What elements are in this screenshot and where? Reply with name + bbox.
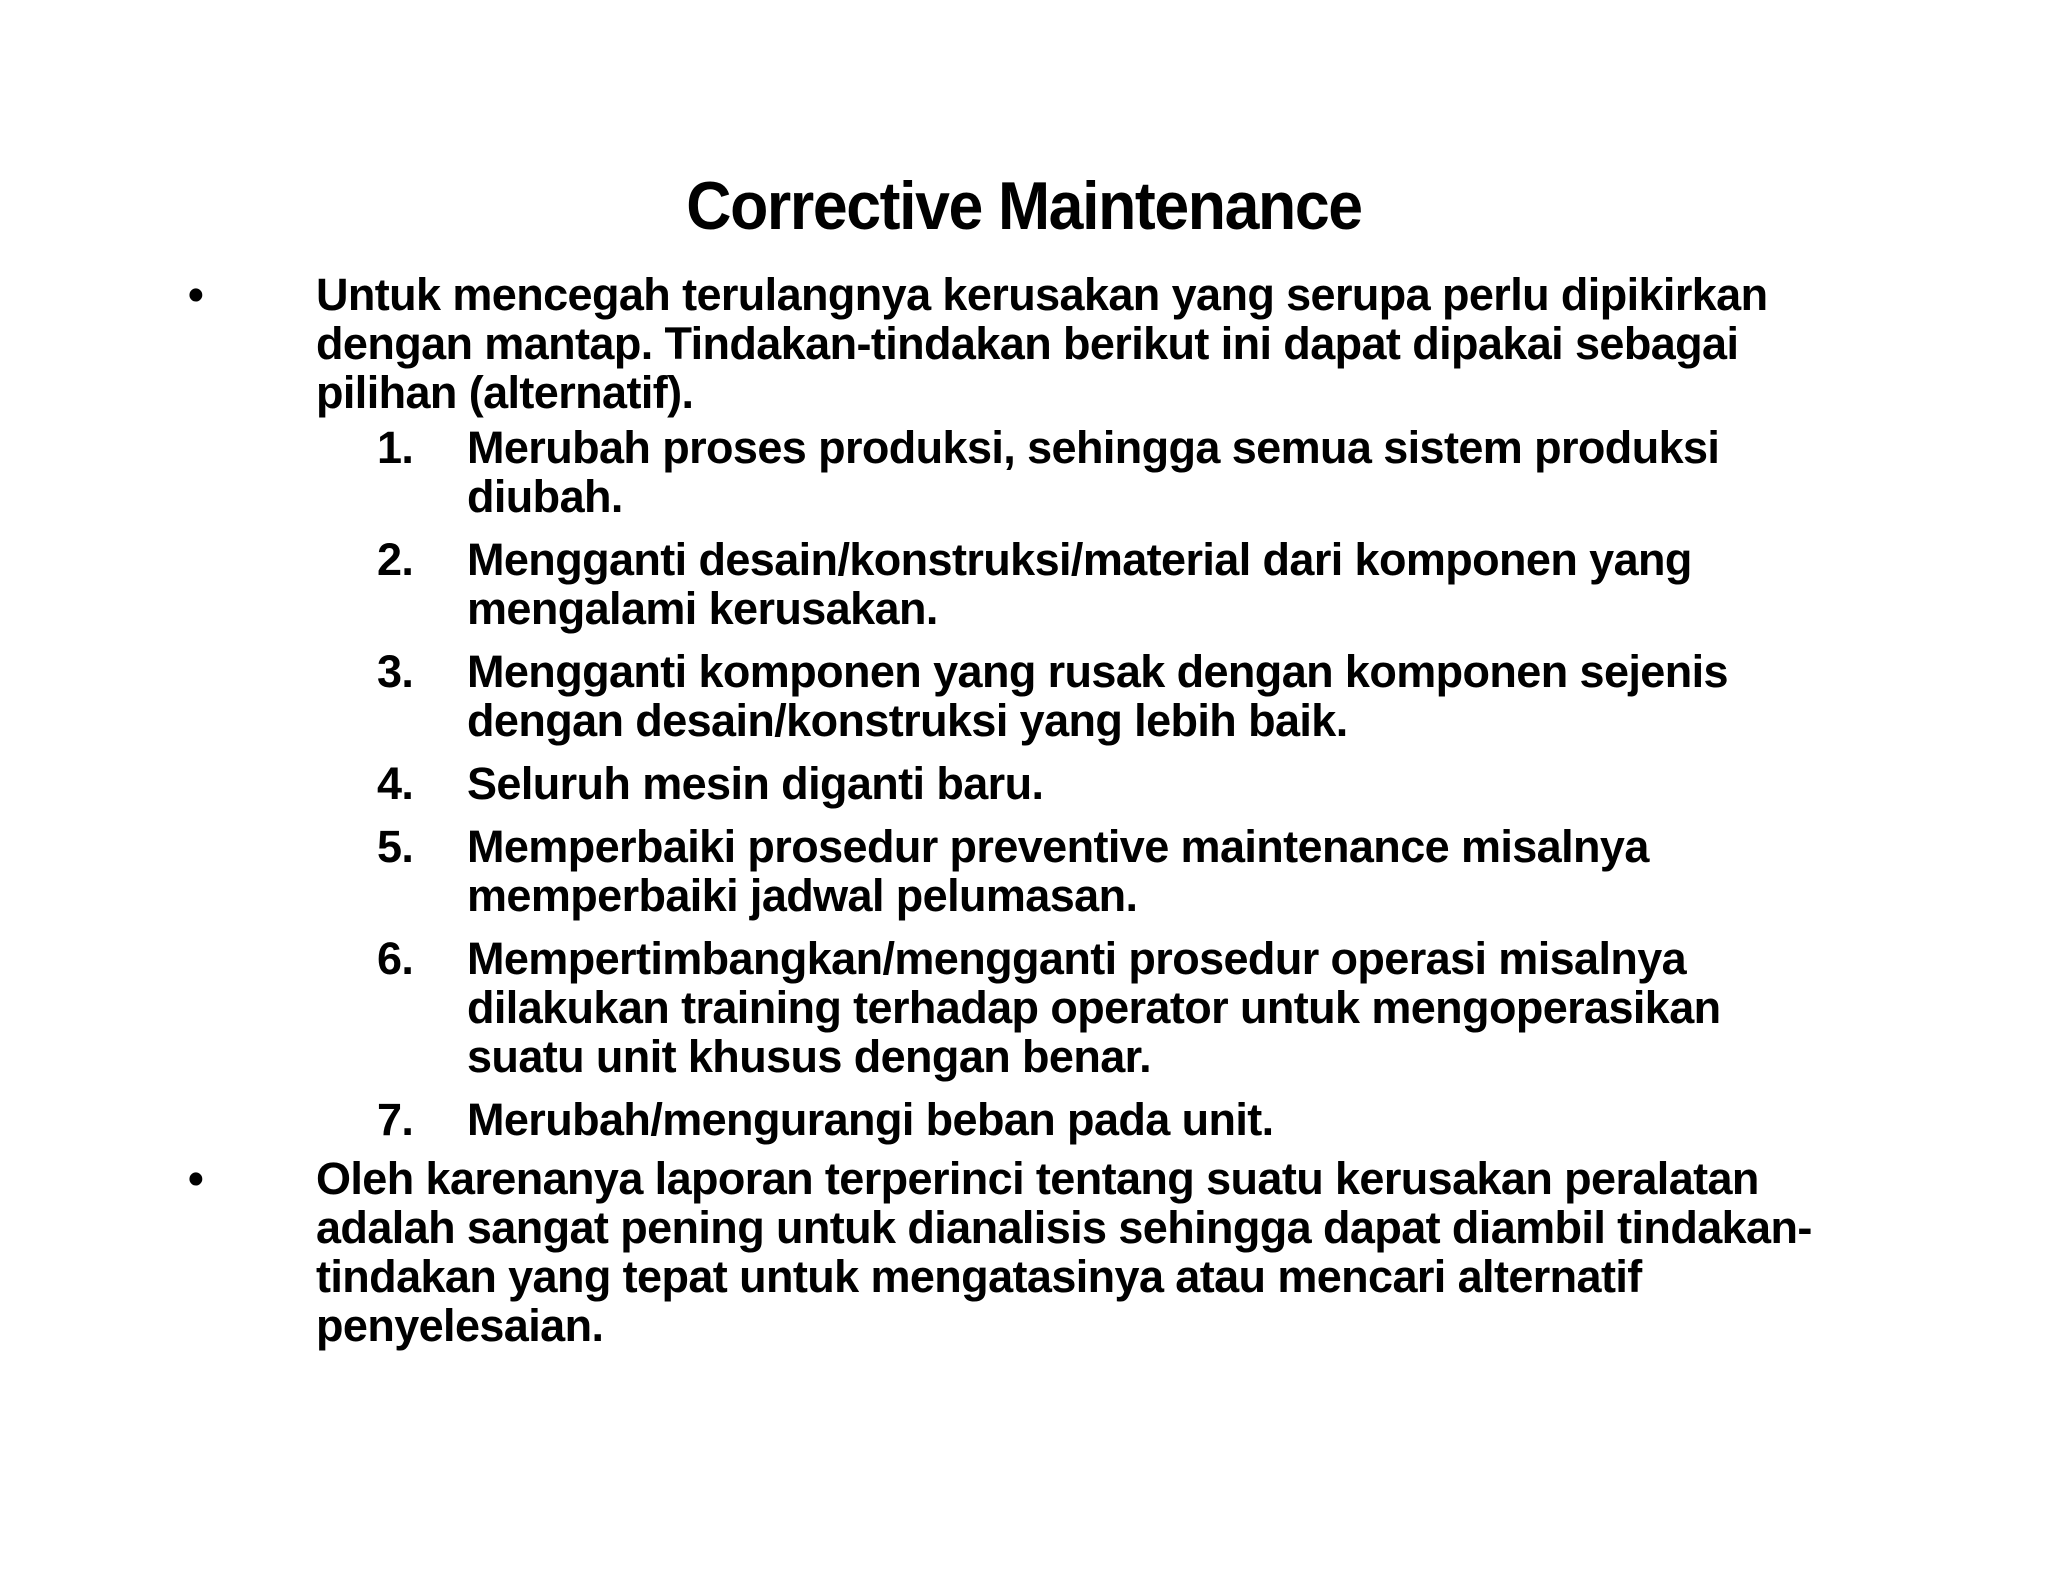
bullet-item — [0, 270, 1826, 417]
list-item-text: Merubah/mengurangi beban pada unit. — [467, 1094, 1274, 1145]
list-number: 4. — [377, 758, 414, 809]
list-number: 2. — [377, 534, 414, 585]
bullet-icon: • — [188, 269, 204, 320]
numbered-list — [0, 423, 2048, 1144]
list-item — [0, 535, 1797, 633]
list-item — [0, 822, 1797, 920]
list-number: 7. — [377, 1094, 414, 1145]
list-item — [0, 1095, 1797, 1144]
list-item — [0, 934, 1797, 1081]
list-item-text: Mengganti desain/konstruksi/material dari komponen yang mengalami kerusakan. — [467, 534, 1692, 634]
list-item — [0, 423, 1797, 521]
list-item-text: Seluruh mesin diganti baru. — [467, 758, 1044, 809]
list-number: 3. — [377, 646, 414, 697]
slide-title: Corrective Maintenance — [686, 168, 1362, 244]
list-number: 5. — [377, 821, 414, 872]
list-number: 6. — [377, 933, 414, 984]
list-item-text: Mempertimbangkan/mengganti prosedur operasi misalnya dilakukan training terhadap operator untuk mengoperasikan suatu unit khusus dengan benar. — [467, 933, 1721, 1082]
list-item-text: Memperbaiki prosedur preventive maintenance misalnya memperbaiki jadwal pelumasan. — [467, 821, 1649, 921]
bullet-icon: • — [188, 1153, 204, 1204]
bullet-text: Oleh karenanya laporan terperinci tentang suatu kerusakan peralatan adalah sangat pening untuk dianalisis sehingga dapat diambil tindakan-tindakan yang tepat untuk mengatasinya atau mencari alternatif penyelesaian. — [316, 1153, 1812, 1351]
bullet-item — [0, 1154, 1826, 1350]
list-number: 1. — [377, 422, 414, 473]
list-item — [0, 647, 1797, 745]
list-item-text: Mengganti komponen yang rusak dengan komponen sejenis dengan desain/konstruksi yang lebih baik. — [467, 646, 1728, 746]
slide-content — [0, 270, 2048, 1350]
bullet-text: Untuk mencegah terulangnya kerusakan yang serupa perlu dipikirkan dengan mantap. Tindakan-tindakan berikut ini dapat dipakai sebagai pilihan (alternatif). — [316, 269, 1768, 418]
list-item — [0, 759, 1797, 808]
list-item-text: Merubah proses produksi, sehingga semua sistem produksi diubah. — [467, 422, 1720, 522]
